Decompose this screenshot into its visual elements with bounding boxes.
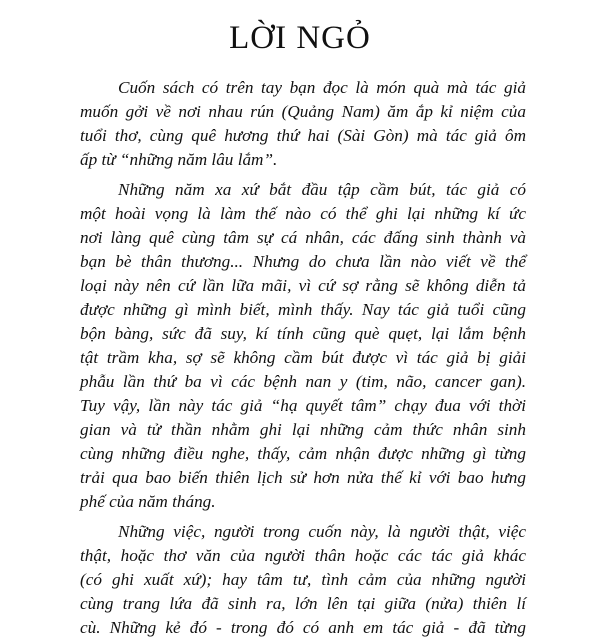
paragraph-3-line-5: cù. Những kẻ đó - trong đó có anh em tác giả - đã từng bbox=[80, 618, 526, 637]
paragraph-2-line-6: được những gì mình biết, mình thấy. Nay tác giả tuổi cũng bbox=[80, 300, 526, 319]
paragraph-3-line-4: cùng trang lứa đã sinh ra, lớn lên tại giữa (nửa) thiên lí bbox=[80, 594, 526, 613]
paragraph-2-line-4: bạn bè thân thương... Nhưng do chưa lần nào viết về thể bbox=[80, 252, 526, 271]
paragraph-1-line-3: tuổi thơ, cùng quê hương thứ hai (Sài Gòn) mà tác giả ôm bbox=[80, 126, 526, 145]
paragraph-2-line-1: Những năm xa xứ bắt đầu tập cầm bút, tác giả có bbox=[118, 180, 526, 199]
paragraph-1-line-4: ấp từ “những năm lâu lắm”. bbox=[80, 150, 278, 169]
page-title: LỜI NGỎ bbox=[229, 20, 371, 56]
paragraph-1-line-2: muốn gởi về nơi nhau rún (Quảng Nam) ăm ắp kỉ niệm của bbox=[80, 102, 526, 121]
paragraph-2-line-12: cùng những điều nghe, thấy, cảm nhận được những gì từng bbox=[80, 444, 526, 463]
paragraph-2-line-8: tật trầm kha, sợ sẽ không cầm bút được vì tác giả bị giải bbox=[80, 348, 526, 367]
paragraph-2-line-13: trải qua bao biến thiên lịch sử hơn nửa thế kỉ với bao hưng bbox=[80, 468, 526, 487]
paragraph-2-line-11: gian và tử thần nhằm ghi lại những cảm thức nhân sinh bbox=[80, 420, 526, 439]
paragraph-2-line-9: phẫu lần thứ ba vì các bệnh nan y (tim, não, cancer gan). bbox=[80, 372, 526, 391]
paragraph-2-line-7: bộn bàng, sức đã suy, kí tính cũng què quẹt, lại lắm bệnh bbox=[80, 324, 526, 343]
paragraph-2-line-14: phế của năm tháng. bbox=[80, 492, 216, 511]
paragraph-2-line-2: một hoài vọng là làm thế nào có thể ghi lại những kí ức bbox=[80, 204, 526, 223]
paragraph-2-line-5: loại này nên cứ lần lữa mãi, vì cứ sợ rằng sẽ không diễn tả bbox=[80, 276, 526, 295]
paragraph-2-line-10: Tuy vậy, lần này tác giả “hạ quyết tâm” chạy đua với thời bbox=[80, 396, 526, 415]
paragraph-3-line-1: Những việc, người trong cuốn này, là người thật, việc bbox=[118, 522, 526, 541]
paragraph-3-line-3: (có ghi xuất xứ); hay tâm tư, tình cảm của những người bbox=[80, 570, 526, 589]
paragraph-3-line-2: thật, hoặc thơ văn của người thân hoặc các tác giả khác bbox=[80, 546, 526, 565]
paragraph-2-line-3: nơi làng quê cùng tâm sự cá nhân, các đấng sinh thành và bbox=[80, 228, 526, 247]
paragraph-1-line-1: Cuốn sách có trên tay bạn đọc là món quà mà tác giả bbox=[118, 78, 526, 97]
